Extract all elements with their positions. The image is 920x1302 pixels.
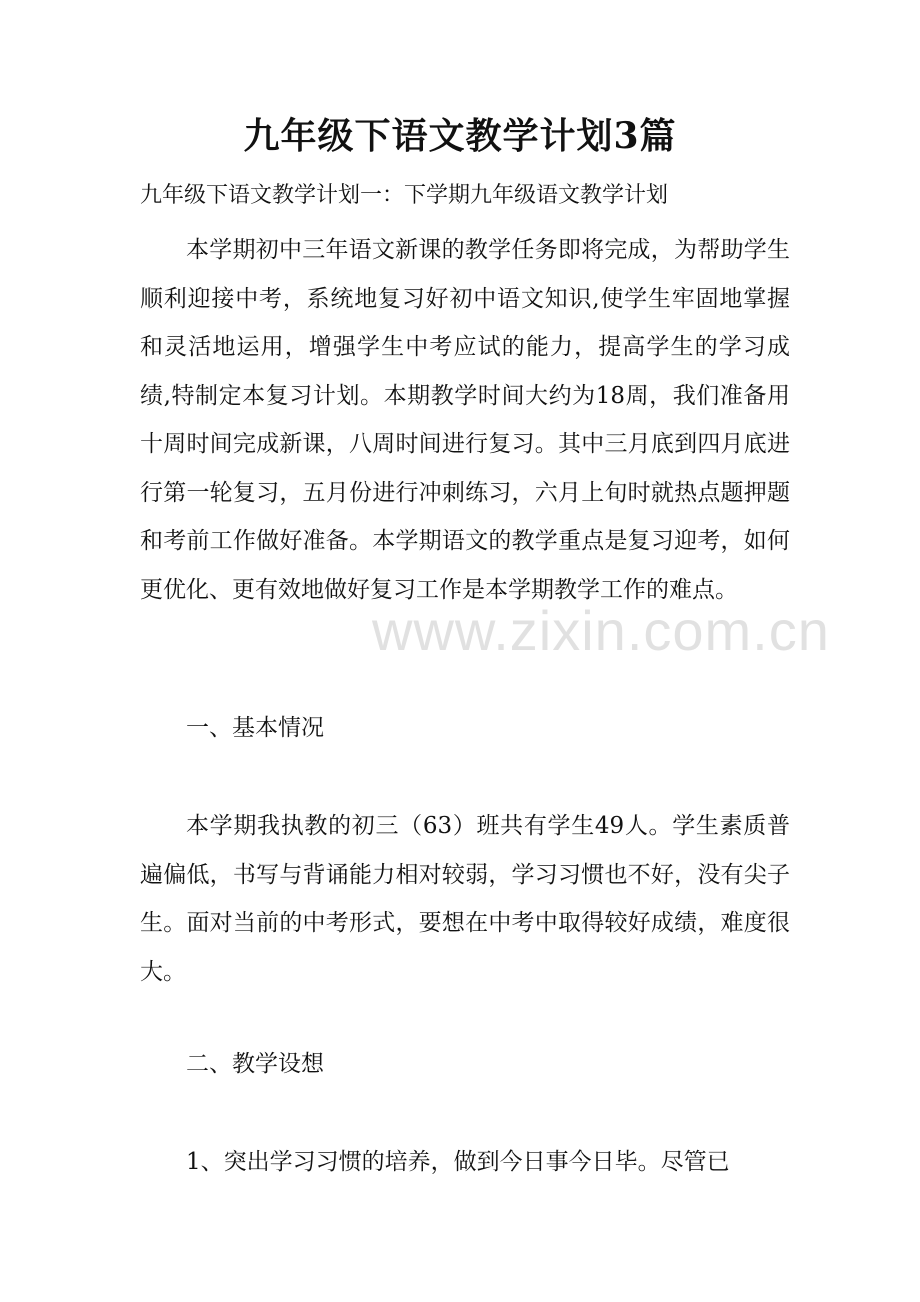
paragraph-basic-situation: 本学期我执教的初三（63）班共有学生49人。学生素质普遍偏低，书写与背诵能力相对较弱，学习习惯也不好，没有尖子生。面对当前的中考形式，要想在中考中取得较好成绩，难度很大。	[140, 813, 790, 985]
section-heading-teaching-ideas: 二、教学设想	[186, 1051, 324, 1077]
paragraph-teaching-ideas: 1、突出学习习惯的培养，做到今日事今日毕。尽管已	[186, 1149, 730, 1175]
section-heading-basic-situation: 一、基本情况	[186, 715, 324, 741]
document-title: 九年级下语文教学计划3篇	[243, 115, 677, 157]
watermark: www.zixin.com.cn	[372, 599, 830, 662]
paragraph-intro: 本学期初中三年语文新课的教学任务即将完成，为帮助学生顺利迎接中考，系统地复习好初中语文知识,使学生牢固地掌握和灵活地运用，增强学生中考应试的能力，提高学生的学习成绩,特制定本复习计划。本期教学时间大约为18周，我们准备用十周时间完成新课，八周时间进行复习。其中三月底到四月底进行第一轮复习，五月份进行冲刺练习，六月上旬时就热点题押题和考前工作做好准备。本学期语文的教学重点是复习迎考，如何更优化、更有效地做好复习工作是本学期教学工作的难点。	[140, 237, 790, 603]
document-subtitle: 九年级下语文教学计划一：下学期九年级语文教学计划	[140, 183, 669, 208]
